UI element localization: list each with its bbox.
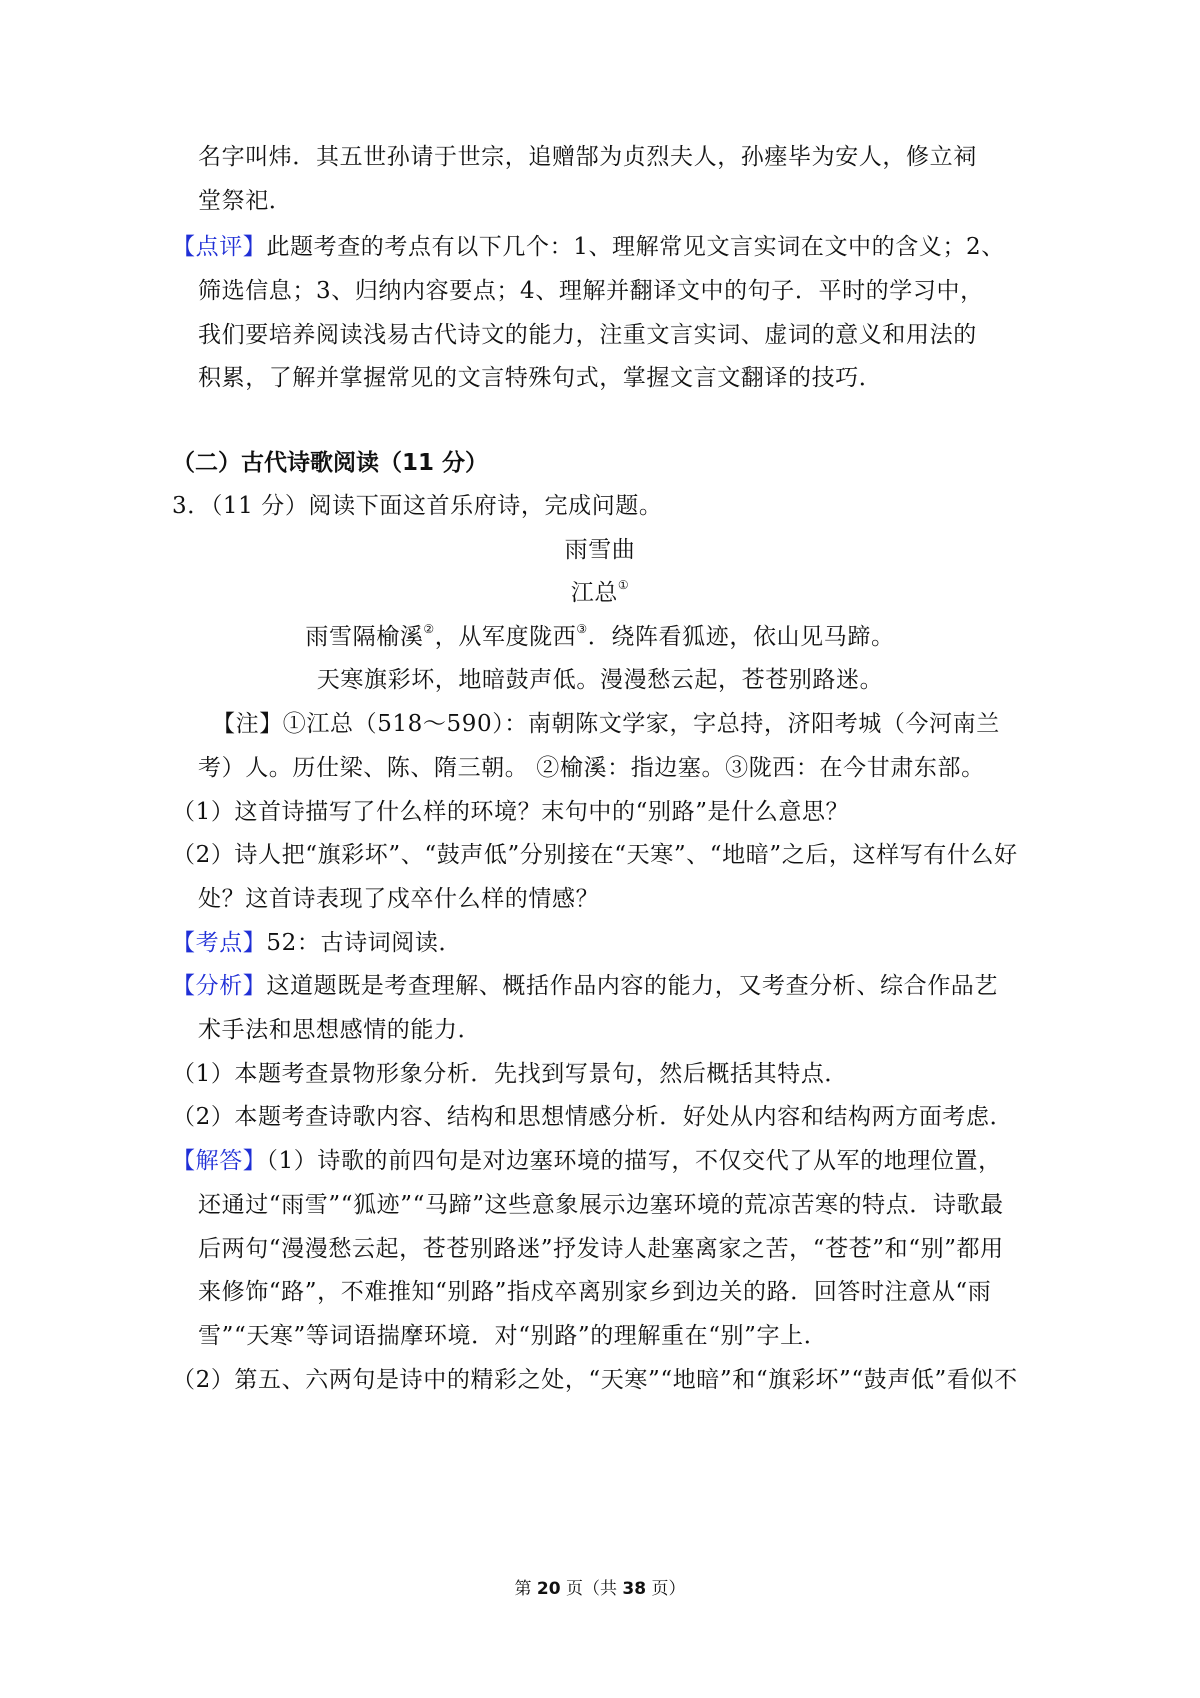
review-tag: 【点评】 xyxy=(172,234,267,260)
total-pages: 38 xyxy=(622,1579,647,1599)
poem-line xyxy=(0,622,1200,652)
question-line: 3．（11 分）阅读下面这首乐府诗，完成问题。 xyxy=(172,493,663,519)
footnote-marker: ② xyxy=(423,622,435,637)
review-line: 筛选信息；3、归纳内容要点；4、理解并翻译文中的句子．平时的学习中， xyxy=(198,278,984,304)
jieda-line: （2）第五、六两句是诗中的精彩之处，“天寒”“地暗”和“旗彩坏”“鼓声低”看似不 xyxy=(172,1367,1018,1393)
paragraph-line: 名字叫炜．其五世孙请于世宗，追赠郜为贞烈夫人，孙瘗毕为安人，修立祠 xyxy=(198,144,977,170)
kaodian-tag: 【考点】 xyxy=(172,930,267,956)
review-line xyxy=(172,232,1005,262)
sub-question-1: （1）这首诗描写了什么样的环境？末句中的“别路”是什么意思？ xyxy=(172,799,850,825)
poem-title: 雨雪曲 xyxy=(564,537,636,563)
note-line: 【注】①江总（518～590）：南朝陈文学家，字总持，济阳考城（今河南兰 xyxy=(212,711,1000,737)
jieda-line: 雪”“天寒”等词语揣摩环境．对“别路”的理解重在“别”字上． xyxy=(198,1323,828,1349)
fenxi-text: 这道题既是考查理解、概括作品内容的能力，又考查分析、综合作品艺 xyxy=(266,973,999,999)
jieda-line xyxy=(172,1146,1002,1176)
review-line: 积累，了解并掌握常见的文言特殊句式，掌握文言文翻译的技巧． xyxy=(198,365,883,391)
jieda-line: 还通过“雨雪”“狐迹”“马蹄”这些意象展示边塞环境的荒凉苦寒的特点．诗歌最 xyxy=(198,1192,1004,1218)
fenxi-line: （1）本题考查景物形象分析．先找到写景句，然后概括其特点． xyxy=(172,1061,849,1087)
review-line: 我们要培养阅读浅易古代诗文的能力，注重文言实词、虚词的意义和用法的 xyxy=(198,322,977,348)
poem-text: ，从军度陇西 xyxy=(434,624,577,650)
fenxi-line: 术手法和思想感情的能力． xyxy=(198,1017,482,1043)
poem-line: 天寒旗彩坏，地暗鼓声低。漫漫愁云起，苍苍别路迷。 xyxy=(316,667,884,693)
jieda-tag: 【解答】 xyxy=(172,1148,267,1174)
fenxi-tag: 【分析】 xyxy=(172,973,267,999)
footer-text: 第 xyxy=(514,1579,537,1599)
page-number: 20 xyxy=(536,1579,561,1599)
section-heading: （二）古代诗歌阅读（11 分） xyxy=(172,450,489,476)
review-text: 此题考查的考点有以下几个：1、理解常见文言实词在文中的含义；2、 xyxy=(266,234,1005,260)
sub-question-2-cont: 处？这首诗表现了戍卒什么样的情感？ xyxy=(198,886,600,912)
poem-author xyxy=(0,578,1200,608)
poem-text: 雨雪隔榆溪 xyxy=(305,624,424,650)
kaodian-line xyxy=(172,928,462,958)
poem-text: ．绕阵看狐迹，依山见马蹄。 xyxy=(587,624,895,650)
footnote-marker: ① xyxy=(617,578,630,593)
note-line: 考）人。历仕梁、陈、隋三朝。 ②榆溪：指边塞。③陇西：在今甘肃东部。 xyxy=(198,755,985,781)
kaodian-text: 52：古诗词阅读． xyxy=(266,930,463,956)
poem-author-name: 江总 xyxy=(570,580,618,606)
footnote-marker: ③ xyxy=(576,622,588,637)
jieda-line: 来修饰“路”，不难推知“别路”指戍卒离别家乡到边关的路．回答时注意从“雨 xyxy=(198,1279,992,1305)
jieda-text: （1）诗歌的前四句是对边塞环境的描写，不仅交代了从军的地理位置， xyxy=(266,1148,1002,1174)
fenxi-line: （2）本题考查诗歌内容、结构和思想情感分析．好处从内容和结构两方面考虑． xyxy=(172,1104,1014,1130)
footer-text: 页（共 xyxy=(560,1579,623,1599)
jieda-line: 后两句“漫漫愁云起，苍苍别路迷”抒发诗人赴塞离家之苦，“苍苍”和“别”都用 xyxy=(198,1236,1004,1262)
paragraph-line: 堂祭祀． xyxy=(198,188,293,214)
fenxi-line xyxy=(172,971,998,1001)
page-footer xyxy=(0,1578,1200,1600)
footer-text: 页） xyxy=(646,1579,686,1599)
sub-question-2: （2）诗人把“旗彩坏”、“鼓声低”分别接在“天寒”、“地暗”之后，这样写有什么好 xyxy=(172,842,1018,868)
